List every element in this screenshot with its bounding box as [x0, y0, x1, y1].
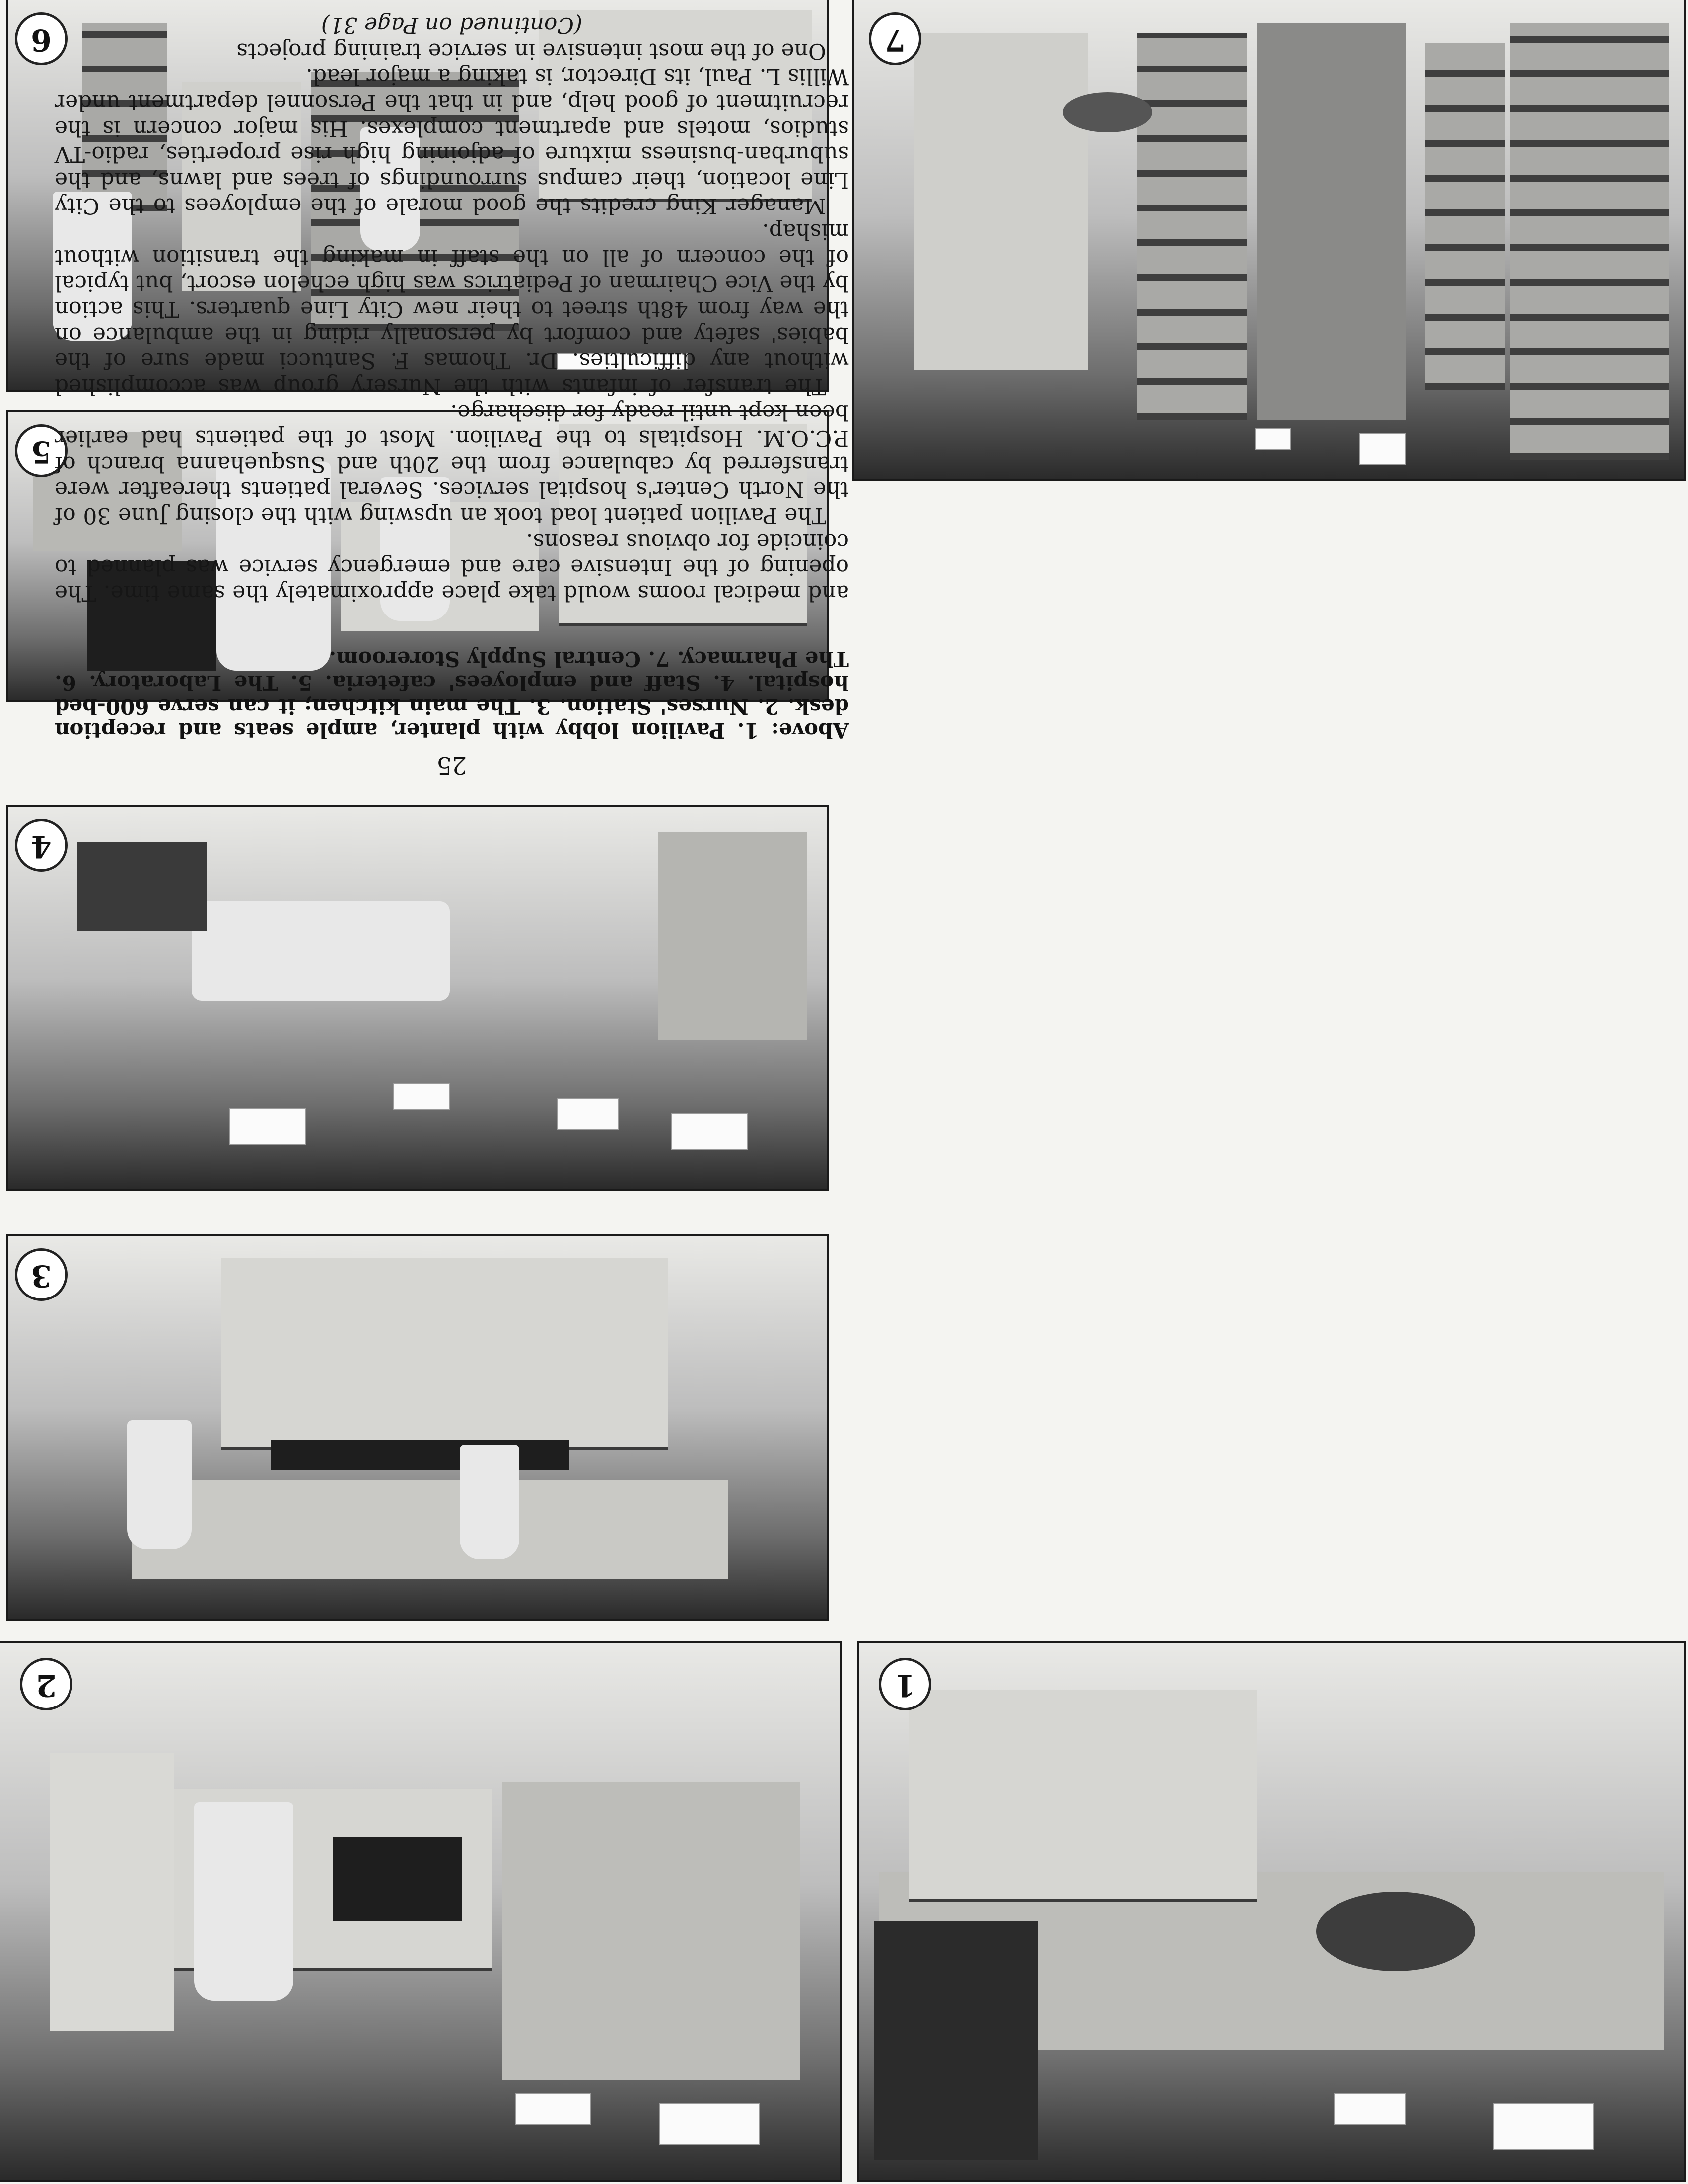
photo-number-badge: 5: [15, 424, 68, 477]
body-paragraph: One of the most intensive in service training projects: [236, 38, 826, 64]
continued-notice: (Continued on Page 31): [321, 12, 583, 38]
body-paragraph: The transfer of infants with the Nursery group was accomplished without any difficulties. Dr. Thomas F. Santucci made sure of the babies' safety and comfort by personally riding in the ambulance on the way from 48th street to their new City Line quarters. This action by the Vice Chairman of Pediatrics was high echelon escort, but typical of the concern of all on the staff in making the transition without mishap.: [55, 219, 849, 399]
body-paragraph: The Pavilion patient load took an upswing with the closing June 30 of the North Center's hospital services. Several patients thereafter were transferred by cabulance from the 20th and Susquehanna branch of P.C.O.M. Hospitals to the Pavilion. Most of the patients had earlier been kept until ready for discharge.: [55, 400, 849, 528]
photo-caption: Above: 1. Pavilion lobby with planter, ample seats and reception desk. 2. Nurses' Station. 3. The main kitchen; it can serve 600-bed hospital. 4. Staff and employees' cafeteria. 5. The Laboratory. 6. The Pharmacy. 7. Central Supply Storeroom.: [55, 647, 849, 743]
photo-number-badge: 6: [15, 12, 68, 65]
body-paragraph: Manager King credits the good morale of the employees to the City Line location, their campus surroundings of trees and lawns, and the suburban-business mixture of adjoining high rise properties, radio-TV studios, motels and apartment complexes. His major concern is the recruitment of good help, and in that the Personnel department under Willis L. Paul, its Director, is taking a major lead.: [55, 64, 849, 218]
photo-number-badge: 2: [20, 1658, 72, 1710]
page-number: 25: [436, 751, 467, 779]
photo-number-badge: 1: [879, 1658, 931, 1710]
photo-3-main-kitchen: [6, 1234, 829, 1621]
photo-number-badge: 7: [869, 12, 921, 65]
body-paragraph: and medical rooms would take place approximately the same time. The opening of the Intensive care and emergency service was planned to coincide for obvious reasons.: [55, 529, 849, 606]
photo-1-pavilion-lobby: [857, 1641, 1686, 2182]
photo-number-badge: 4: [15, 819, 68, 872]
photo-2-nurses-station: [0, 1641, 842, 2182]
photo-7-central-supply-storeroom: [852, 0, 1686, 481]
article-body: [55, 12, 849, 606]
photo-4-cafeteria: [6, 805, 829, 1191]
photo-number-badge: 3: [15, 1248, 68, 1301]
